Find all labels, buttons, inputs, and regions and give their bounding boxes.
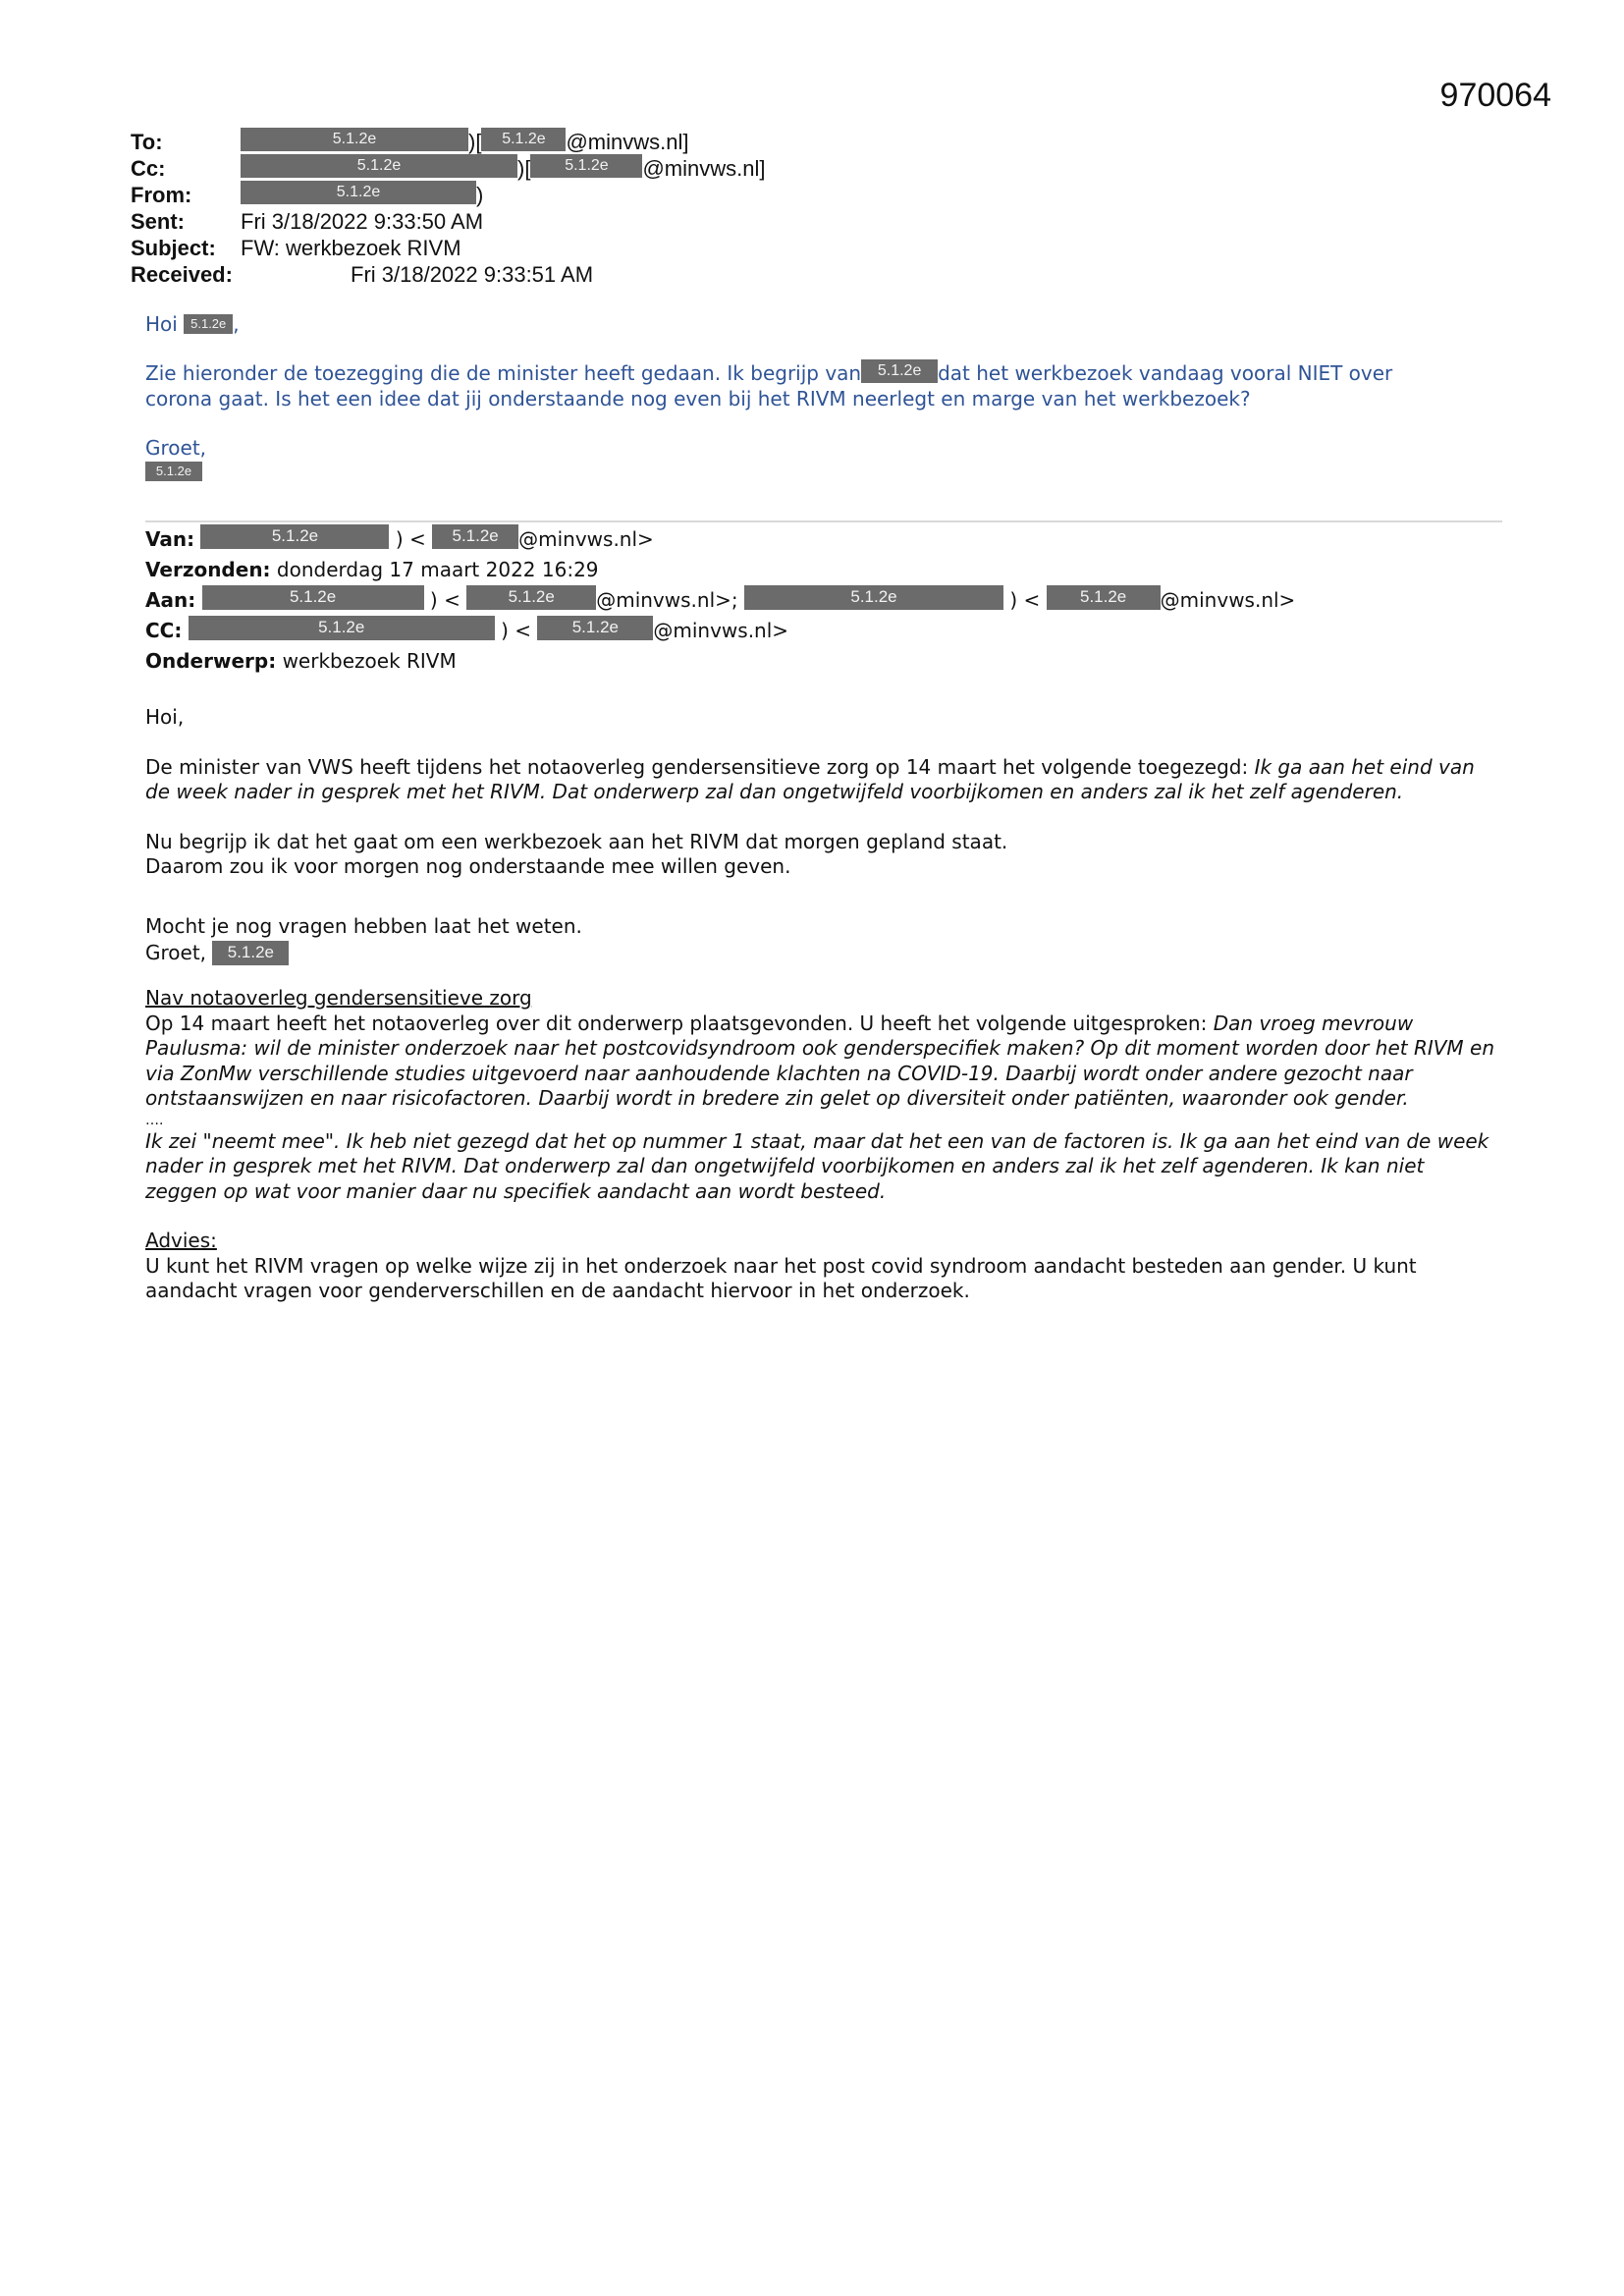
p3-closing: Groet,: [145, 941, 207, 964]
redaction: 5.1.2e: [1047, 585, 1161, 610]
cc-suffix: @minvws.nl]: [642, 156, 766, 181]
from-label: From:: [131, 183, 192, 207]
onderwerp-row: [145, 646, 1500, 677]
body-paragraph-2-line1: Nu begrijp ik dat het gaat om een werkbezoek aan het RIVM dat morgen gepland staat.: [145, 829, 1008, 853]
reply-closing: Groet,: [145, 435, 207, 460]
van-label: Van:: [145, 527, 195, 551]
redaction: 5.1.2e: [744, 585, 1003, 610]
redaction: 5.1.2e: [212, 941, 289, 965]
redaction: 5.1.2e: [241, 154, 517, 178]
reply-line2: corona gaat. Is het een idee dat jij onderstaande nog even bij het RIVM neerlegt en marge van het werkbezoek?: [145, 386, 1251, 410]
nav-heading: Nav notaoverleg gendersensitieve zorg: [145, 986, 532, 1010]
reply-line1a: Zie hieronder de toezegging die de minister heeft gedaan. Ik begrijp van: [145, 361, 862, 385]
reply-greeting: Hoi: [145, 312, 178, 336]
cc-label-orig: CC:: [145, 619, 183, 642]
sent-value: Fri 3/18/2022 9:33:50 AM: [241, 209, 484, 234]
redaction: 5.1.2e: [432, 524, 518, 549]
onderwerp-value: werkbezoek RIVM: [282, 649, 457, 673]
advies-paragraph: U kunt het RIVM vragen op welke wijze zij in het onderzoek naar het post covid syndroom aandacht besteden aan gender. U kunt aandacht vragen voor genderverschillen en de aandacht hiervoor in het onderzoek.: [145, 1253, 1417, 1302]
ellipsis: ….: [145, 1112, 164, 1128]
cc-row: CC: 5.1.2e ) < 5.1.2e @minvws.nl>: [145, 618, 789, 642]
subject-value: FW: werkbezoek RIVM: [241, 236, 461, 260]
redaction: 5.1.2e: [202, 585, 424, 610]
redaction: 5.1.2e: [861, 359, 938, 383]
verzonden-label: Verzonden:: [145, 558, 271, 581]
aan-row: Aan: 5.1.2e ) < 5.1.2e @minvws.nl>; 5.1.2e ) < 5.1.2e @minvws.nl>: [145, 587, 1296, 612]
redaction: 5.1.2e: [537, 616, 653, 640]
received-label: Received:: [131, 262, 233, 287]
sent-label: Sent:: [131, 209, 185, 234]
body-greeting: Hoi,: [145, 705, 185, 729]
aan-label: Aan:: [145, 588, 196, 612]
quote-paragraph: Ik zei "neemt mee". Ik heb niet gezegd dat het op nummer 1 staat, maar dat het een van de factoren is. Ik ga aan het eind van de week nader in gesprek met het RIVM. Dat onderwerp zal dan ongetwijfeld voorbijkomen en anders zal ik het zelf agenderen. Ik kan niet zeggen op wat voor manier daar nu specifiek aandacht aan wordt besteed.: [145, 1128, 1489, 1203]
cc-value: 5.1.2e )[ 5.1.2e @minvws.nl]: [241, 156, 765, 182]
advies-heading: Advies:: [145, 1229, 217, 1252]
body-paragraph-1: [145, 755, 1500, 805]
body-paragraph-3-line2: [145, 941, 1500, 966]
onderwerp-label: Onderwerp:: [145, 649, 277, 673]
aan-suffix-2: @minvws.nl>: [1160, 588, 1296, 612]
reply-line1b: dat het werkbezoek vandaag vooral NIET over: [938, 361, 1393, 385]
van-suffix: @minvws.nl>: [518, 527, 654, 551]
aan-suffix-1: @minvws.nl>;: [596, 588, 738, 612]
nav-text: Op 14 maart heeft het notaoverleg over dit onderwerp plaatsgevonden. U heeft het volgende uitgesproken:: [145, 1011, 1214, 1035]
email-body: [145, 705, 1500, 1304]
redaction: 5.1.2e: [145, 462, 202, 481]
original-email-header: [145, 524, 1500, 677]
body-paragraph-2-line2: Daarom zou ik voor morgen nog onderstaande mee willen geven.: [145, 854, 791, 878]
redaction: 5.1.2e: [241, 181, 476, 204]
cc-suffix-orig: @minvws.nl>: [653, 619, 789, 642]
redaction: 5.1.2e: [200, 524, 389, 549]
to-suffix: @minvws.nl]: [566, 130, 689, 154]
redaction: 5.1.2e: [189, 616, 495, 640]
verzonden-row: [145, 555, 1500, 585]
reply-message: Hoi 5.1.2e , Zie hieronder de toezegging die de minister heeft gedaan. Ik begrijp van 5.1.2e dat het werkbezoek vandaag vooral NIET over corona gaat. Is het een idee dat jij onderstaande nog even bij het RIVM neerlegt en marge van het werkbezoek? Groet, 5.1.2e: [145, 312, 1500, 485]
subject-label: Subject:: [131, 236, 216, 260]
redaction: 5.1.2e: [530, 154, 642, 178]
document-number: 970064: [1439, 77, 1551, 114]
redaction: 5.1.2e: [481, 128, 566, 151]
to-value: 5.1.2e )[ 5.1.2e @minvws.nl]: [241, 130, 688, 155]
verzonden-value: donderdag 17 maart 2022 16:29: [276, 558, 599, 581]
p1-text: De minister van VWS heeft tijdens het notaoverleg gendersensitieve zorg op 14 maart het volgende toegezegd:: [145, 754, 1255, 779]
separator: [145, 520, 1502, 522]
p1-quote: Ik ga aan het eind van de week nader in gesprek met het RIVM. Dat onderwerp zal dan ongetwijfeld voorbijkomen en anders zal ik het zelf agenderen.: [145, 754, 1475, 803]
nav-quote: Dan vroeg mevrouw Paulusma: wil de minister onderzoek naar het postcovidsyndroom ook genderspecifiek maken? Op dit moment worden door het RIVM en via ZonMw verschillende studies uitgevoerd naar aanhoudende klachten na COVID-19. Daarbij wordt onder andere gezocht naar ontstaanswijzen en naar risicofactoren. Daarbij wordt in bredere zin gelet op diversiteit onder patiënten, waaronder ook gender.: [145, 1011, 1495, 1110]
received-value: Fri 3/18/2022 9:33:51 AM: [351, 262, 594, 287]
redaction: 5.1.2e: [184, 314, 233, 334]
cc-label: Cc:: [131, 156, 166, 181]
from-value: 5.1.2e ): [241, 183, 483, 208]
redaction: 5.1.2e: [466, 585, 596, 610]
van-row: Van: 5.1.2e ) < 5.1.2e @minvws.nl>: [145, 526, 654, 551]
nav-paragraph: [145, 1011, 1500, 1112]
to-label: To:: [131, 130, 163, 154]
redaction: 5.1.2e: [241, 128, 468, 151]
body-paragraph-3-line1: Mocht je nog vragen hebben laat het weten.: [145, 913, 582, 938]
